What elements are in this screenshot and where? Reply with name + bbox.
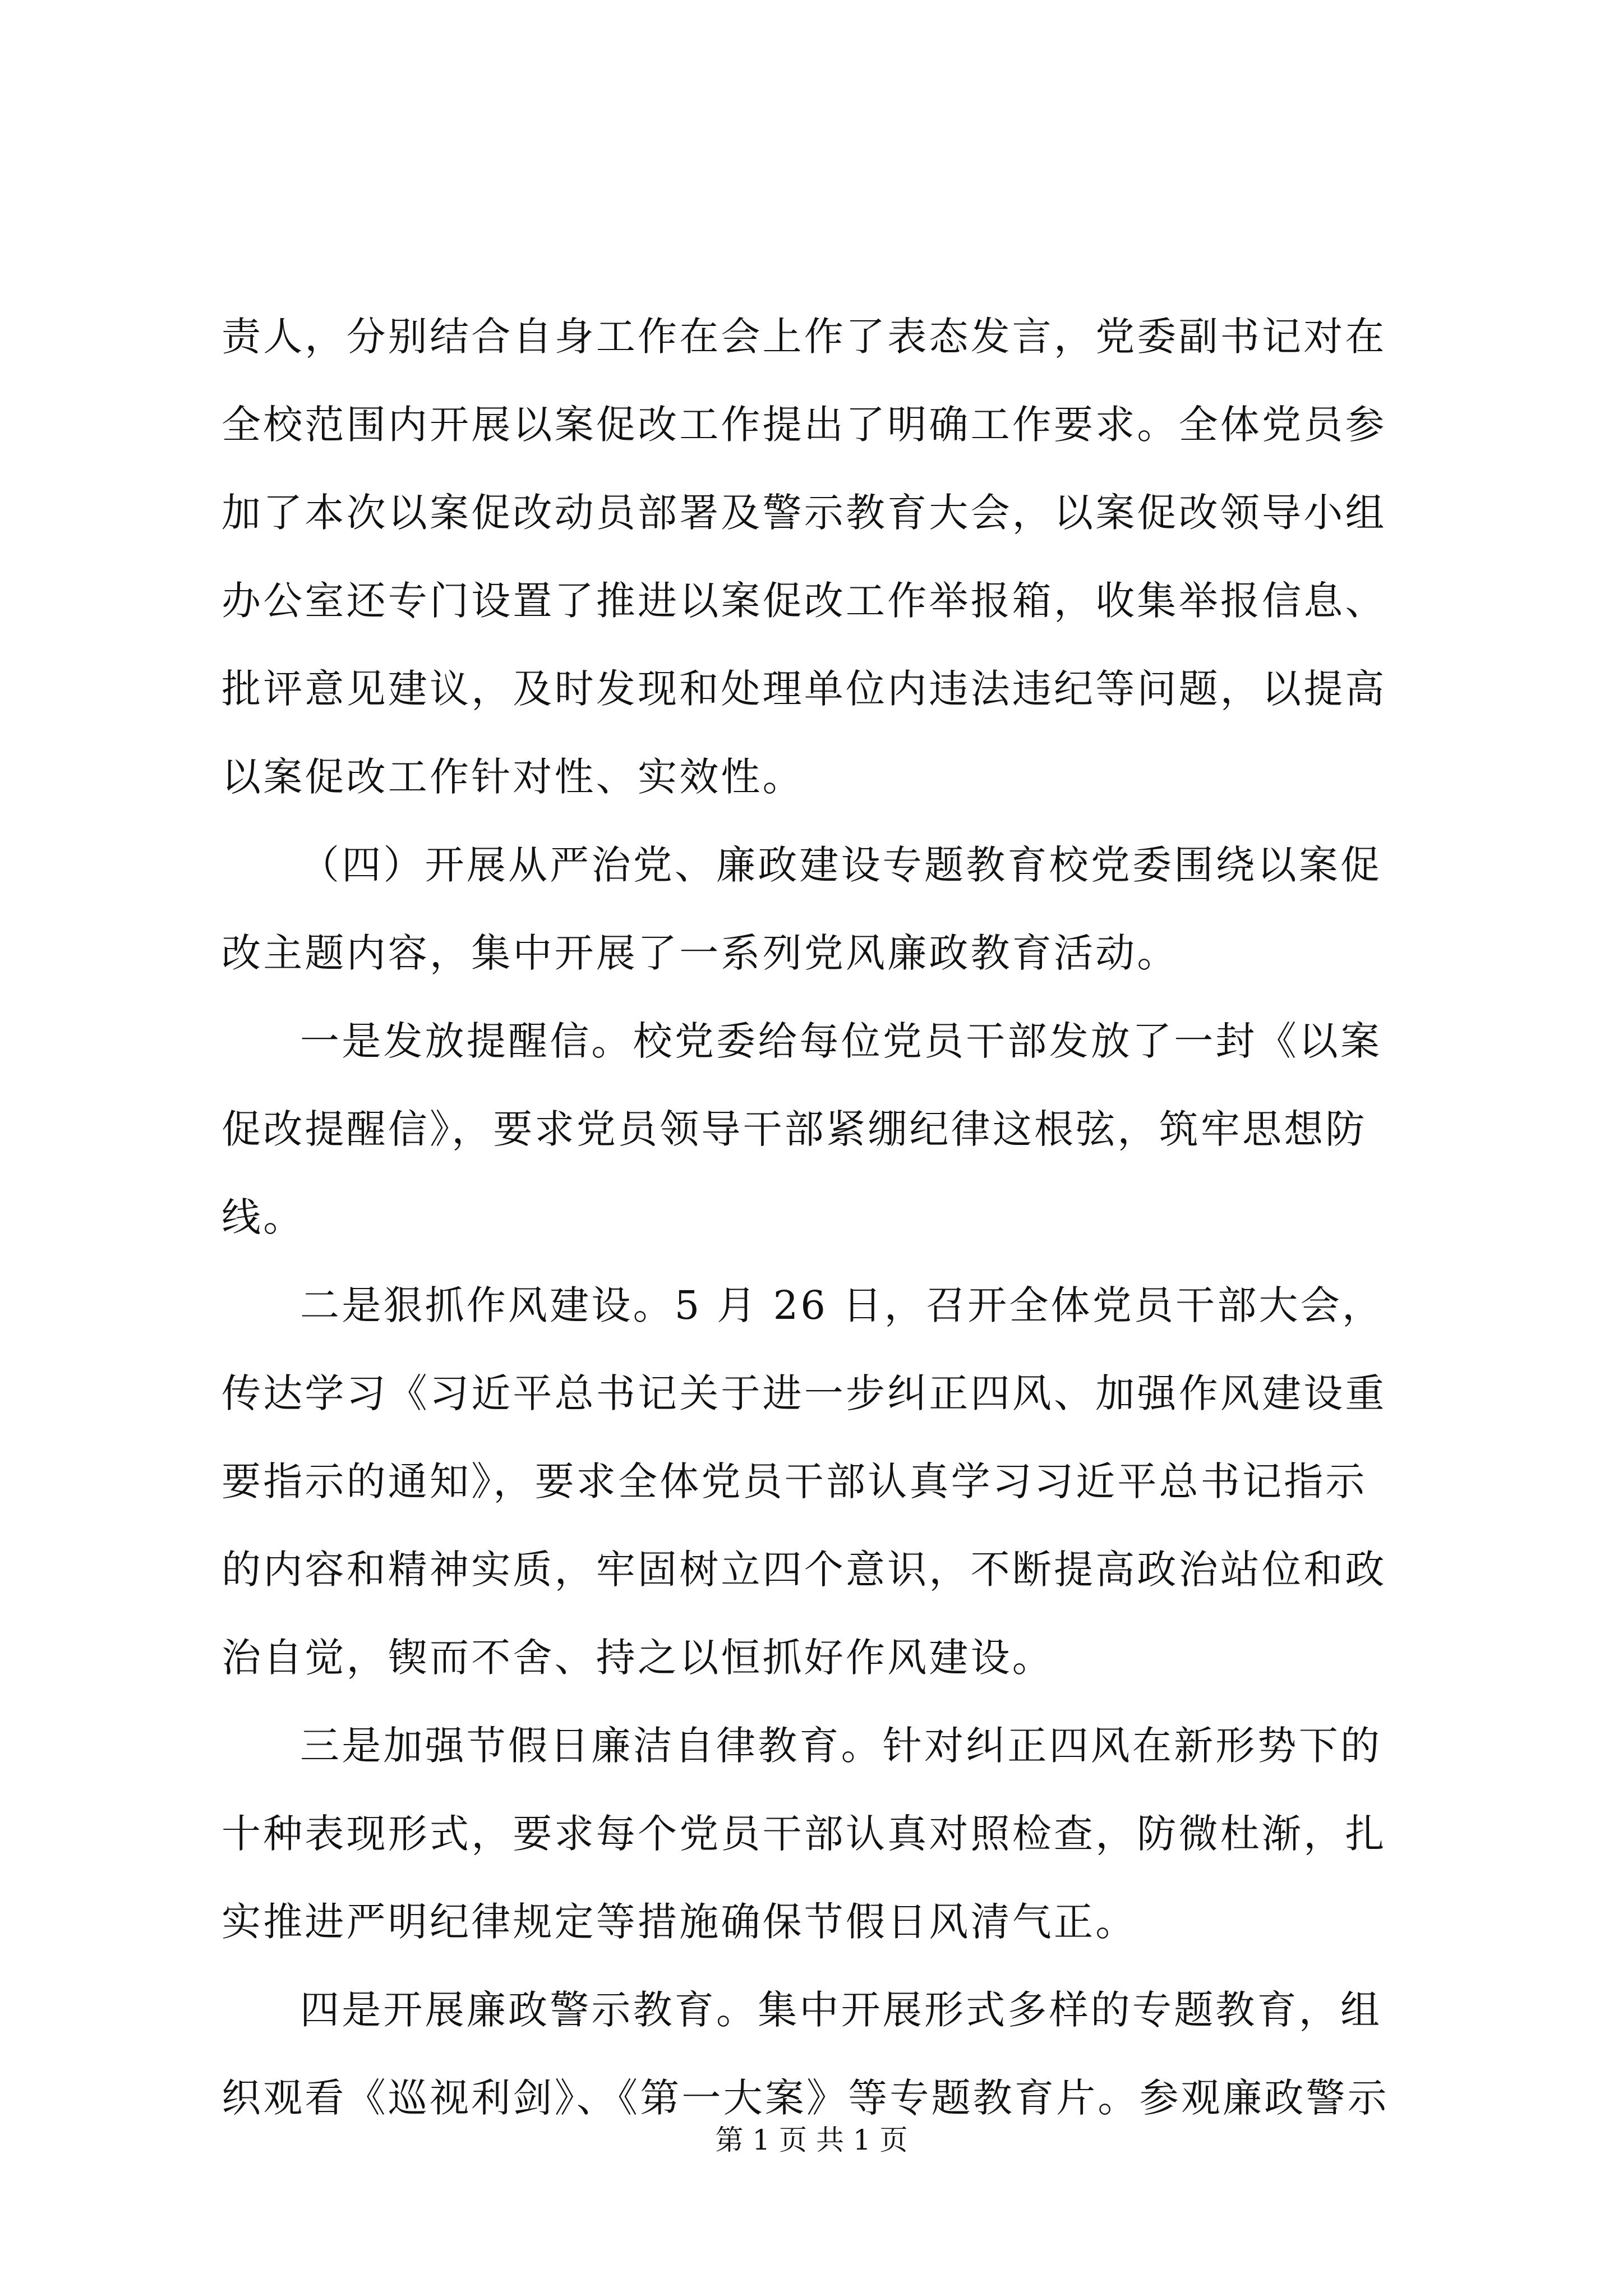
text-line: 办公室还专门设置了推进以案促改工作举报箱，收集举报信息、 — [222, 578, 1387, 624]
text-line: 改主题内容，集中开展了一系列党风廉政教育活动。 — [222, 930, 1179, 976]
text-line: 线。 — [222, 1194, 305, 1240]
text-line: 传达学习《习近平总书记关于进一步纠正四风、加强作风建设重 — [222, 1370, 1387, 1416]
text-line: 治自觉，锲而不舍、持之以恒抓好作风建设。 — [222, 1635, 1054, 1681]
text-line: 要指示的通知》，要求全体党员干部认真学习习近平总书记指示 — [222, 1458, 1367, 1504]
text-line: 实推进严明纪律规定等措施确保节假日风清气正。 — [222, 1899, 1137, 1945]
text-line: 加了本次以案促改动员部署及警示教育大会，以案促改领导小组 — [222, 490, 1387, 536]
paragraph-first-line: 一是发放提醒信。校党委给每位党员干部发放了一封《以案 — [300, 1018, 1382, 1064]
text-line: 的内容和精神实质，牢固树立四个意识，不断提高政治站位和政 — [222, 1547, 1387, 1593]
text-line: 促改提醒信》，要求党员领导干部紧绷纪律这根弦，筑牢思想防 — [222, 1106, 1367, 1152]
text-line: 全校范围内开展以案促改工作提出了明确工作要求。全体党员参 — [222, 402, 1387, 448]
text-line: 责人，分别结合自身工作在会上作了表态发言，党委副书记对在 — [222, 314, 1387, 360]
text-line: 批评意见建议，及时发现和处理单位内违法违纪等问题，以提高 — [222, 666, 1387, 712]
paragraph-first-line: 二是狠抓作风建设。5 月 26 日，召开全体党员干部大会， — [300, 1282, 1384, 1328]
page-footer: 第 1 页 共 1 页 — [715, 2124, 908, 2156]
text-line: 十种表现形式，要求每个党员干部认真对照检查，防微杜渐，扎 — [222, 1811, 1387, 1857]
paragraph-first-line: 四是开展廉政警示教育。集中开展形式多样的专题教育，组 — [300, 1987, 1382, 2033]
paragraph-first-line: 三是加强节假日廉洁自律教育。针对纠正四风在新形势下的 — [300, 1723, 1382, 1769]
text-line: 以案促改工作针对性、实效性。 — [222, 754, 804, 800]
paragraph-first-line: （四）开展从严治党、廉政建设专题教育校党委围绕以案促 — [300, 842, 1382, 888]
text-line: 织观看《巡视利剑》、《第一大案》等专题教育片。参观廉政警示 — [222, 2075, 1389, 2121]
